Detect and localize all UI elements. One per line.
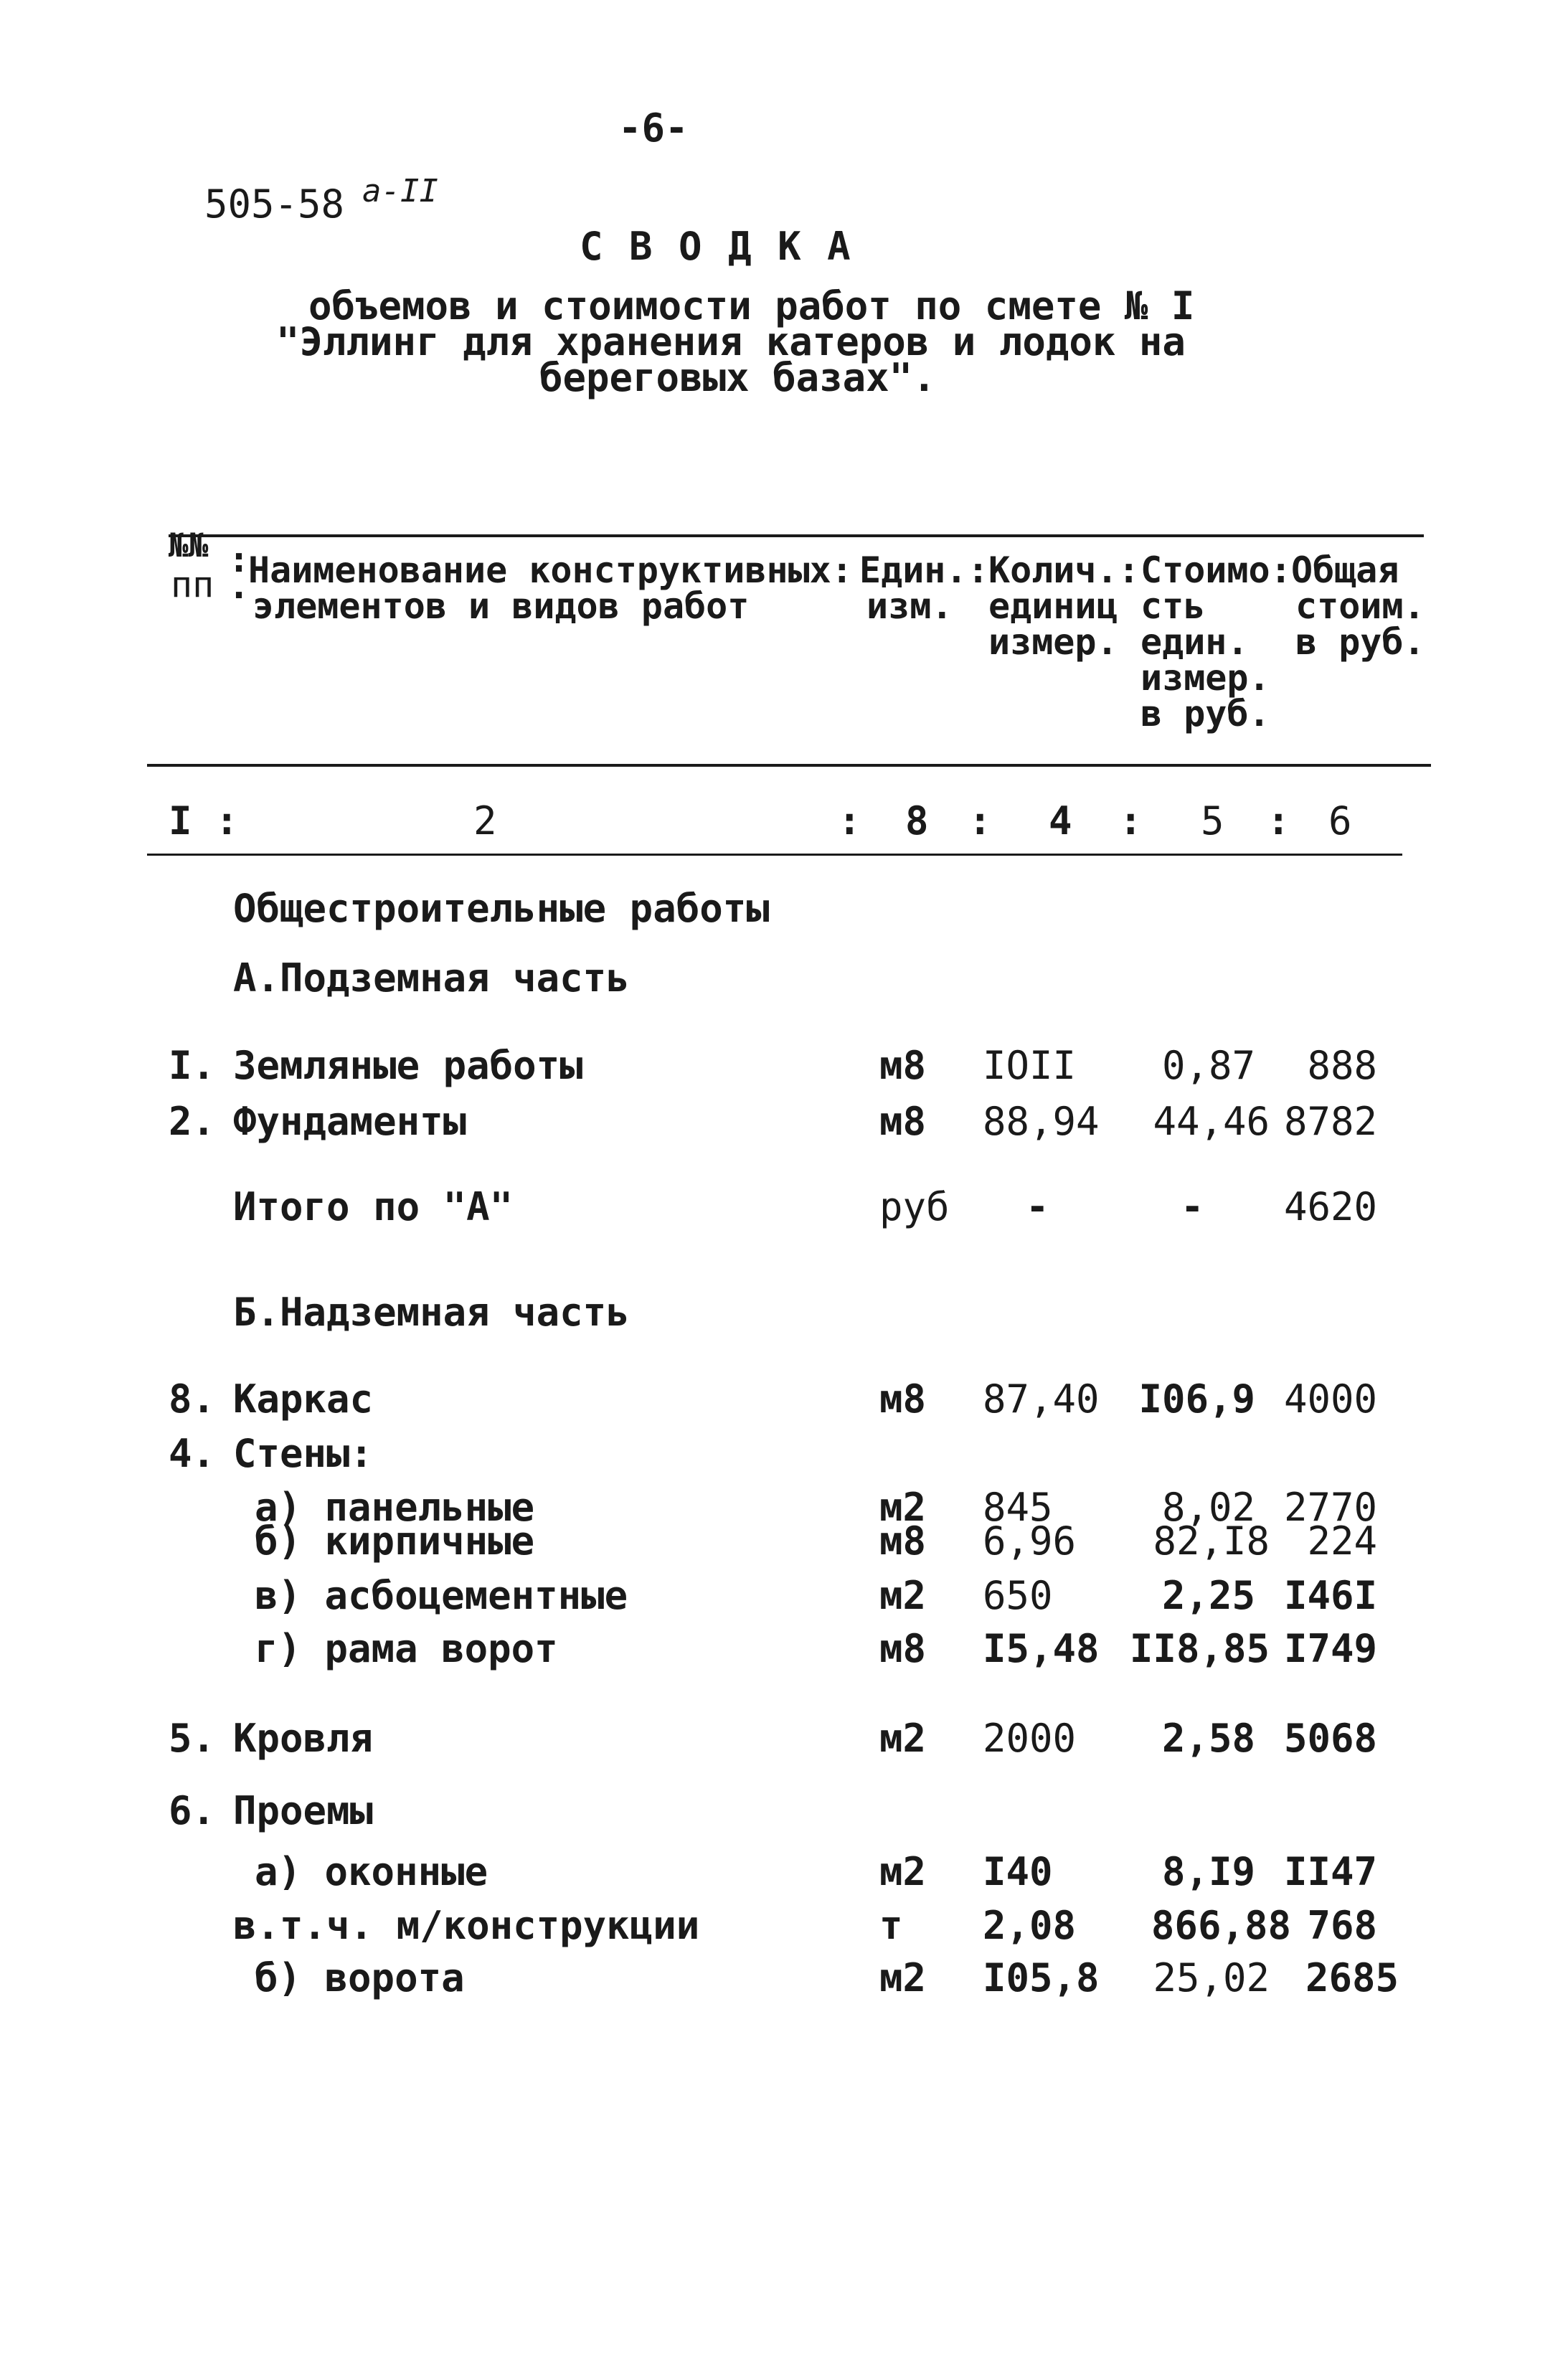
row3-unit: м8 [879,1376,927,1422]
header-name-line2: элементов и видов работ [252,585,750,627]
row6t-price: 866,88 [1151,1903,1291,1948]
row4b-price: 82,I8 [1153,1518,1270,1564]
header-qty-line3: измер. [988,621,1118,663]
header-qty-line1: Колич.: [988,549,1140,591]
itogo-a-price: - [1181,1184,1204,1229]
row2-total: 8782 [1283,1099,1377,1144]
row4d-unit: м8 [879,1626,927,1671]
row6t-qty: 2,08 [983,1903,1077,1948]
colnum-6: 6 [1328,798,1352,844]
row1-unit: м8 [879,1043,927,1088]
header-sep-top: : [228,539,250,580]
row4-name: Стены: [233,1431,374,1476]
title-line-3: береговых базах". [539,355,936,400]
header-total-line1: Общая [1291,549,1399,591]
row2-no: 2. [169,1099,216,1144]
header-sep-bottom: · [228,575,250,616]
row4b-qty: 6,96 [983,1518,1077,1564]
itogo-a-qty: - [1026,1184,1049,1229]
row6a-name: а) оконные [255,1849,488,1894]
document-code: 505-58 [204,181,345,227]
header-total-line2: стоим. [1295,585,1425,627]
header-price-line5: в руб. [1140,693,1270,734]
row4a-qty: 845 [983,1485,1053,1530]
row5-total: 5068 [1283,1716,1377,1761]
row5-no: 5. [169,1716,216,1761]
colnum-3: 8 [905,798,929,844]
row3-name: Каркас [233,1376,374,1422]
table-top-rule [169,534,1424,537]
section-general: Общестроительные работы [233,886,770,931]
colnum-5: 5 [1201,798,1224,844]
row4d-name: г) рама ворот [255,1626,558,1671]
header-number-pp: пп [171,564,214,605]
section-a: А.Подземная часть [233,955,630,1001]
row3-no: 8. [169,1376,216,1422]
row6b-name: б) ворота [255,1955,465,2000]
row1-no: I. [169,1043,216,1088]
row6t-unit: т [879,1903,903,1948]
row4d-price: II8,85 [1129,1626,1270,1671]
itogo-a-total: 4620 [1283,1184,1377,1229]
row1-qty: IOII [983,1043,1077,1088]
colnum-sep-4: : [1119,798,1143,844]
row5-qty: 2000 [983,1716,1077,1761]
row4a-unit: м2 [879,1485,927,1530]
row1-total: 888 [1307,1043,1377,1088]
row6a-total: II47 [1283,1849,1377,1894]
row4b-name: б) кирпичные [255,1518,535,1564]
header-price-line4: измер. [1140,657,1270,699]
itogo-a-unit: руб [879,1184,950,1229]
row4c-qty: 650 [983,1573,1053,1618]
page-number: -6- [618,105,689,151]
row6-no: 6. [169,1788,216,1833]
header-price-line3: един. [1140,621,1249,663]
title-line-1: объемов и стоимости работ по смете № I [308,283,1195,329]
row4c-total: I46I [1283,1573,1377,1618]
row2-qty: 88,94 [983,1099,1100,1144]
header-name-line1: Наименование конструктивных: [248,549,853,591]
row6a-price: 8,I9 [1161,1849,1255,1894]
row6b-total: 2685 [1305,1955,1399,2000]
colnum-sep-3: : [968,798,992,844]
itogo-a-label: Итого по "А" [233,1184,514,1229]
row4a-price: 8,02 [1161,1485,1255,1530]
row6b-unit: м2 [879,1955,927,2000]
row4-no: 4. [169,1431,216,1476]
header-bottom-rule [147,764,1431,767]
row4a-total: 2770 [1283,1485,1377,1530]
section-b: Б.Надземная часть [233,1290,630,1335]
header-total-line3: в руб. [1295,621,1425,663]
document-note: а-II [362,173,438,209]
header-number-mark: №№ [169,526,209,564]
row1-price: 0,87 [1161,1043,1255,1088]
colnum-1: I [169,798,192,844]
header-price-line1: Стоимо: [1140,549,1292,591]
header-price-line2: сть [1140,585,1206,627]
row4d-qty: I5,48 [983,1626,1100,1671]
row3-price: I06,9 [1138,1376,1255,1422]
colnum-2: 2 [473,798,497,844]
row4c-name: в) асбоцементные [255,1573,628,1618]
row2-name: Фундаменты [233,1099,467,1144]
colnum-4: 4 [1049,798,1072,844]
row3-total: 4000 [1283,1376,1377,1422]
colnum-sep-2: : [838,798,861,844]
header-unit-line2: изм. [866,585,953,627]
row2-price: 44,46 [1153,1099,1270,1144]
row6a-unit: м2 [879,1849,927,1894]
row6-name: Проемы [233,1788,374,1833]
header-qty-line2: единиц [988,585,1118,627]
row4b-total: 224 [1307,1518,1377,1564]
header-unit-line1: Един.: [859,549,989,591]
row6a-qty: I40 [983,1849,1053,1894]
row4b-unit: м8 [879,1518,927,1564]
row5-name: Кровля [233,1716,374,1761]
row3-qty: 87,40 [983,1376,1100,1422]
row5-unit: м2 [879,1716,927,1761]
row1-name: Земляные работы [233,1043,583,1088]
row6b-price: 25,02 [1153,1955,1270,2000]
title-line-2: "Эллинг для хранения катеров и лодок на [276,319,1186,364]
row4d-total: I749 [1283,1626,1377,1671]
row5-price: 2,58 [1161,1716,1255,1761]
colnum-bottom-rule [147,854,1402,856]
row4c-price: 2,25 [1161,1573,1255,1618]
document-heading: С В О Д К А [580,224,852,269]
row6b-qty: I05,8 [983,1955,1100,2000]
colnum-sep-1: : [215,798,239,844]
row4a-name: а) панельные [255,1485,535,1530]
row2-unit: м8 [879,1099,927,1144]
row6t-total: 768 [1307,1903,1377,1948]
colnum-sep-5: : [1267,798,1290,844]
row6t-name: в.т.ч. м/конструкции [233,1903,700,1948]
row4c-unit: м2 [879,1573,927,1618]
